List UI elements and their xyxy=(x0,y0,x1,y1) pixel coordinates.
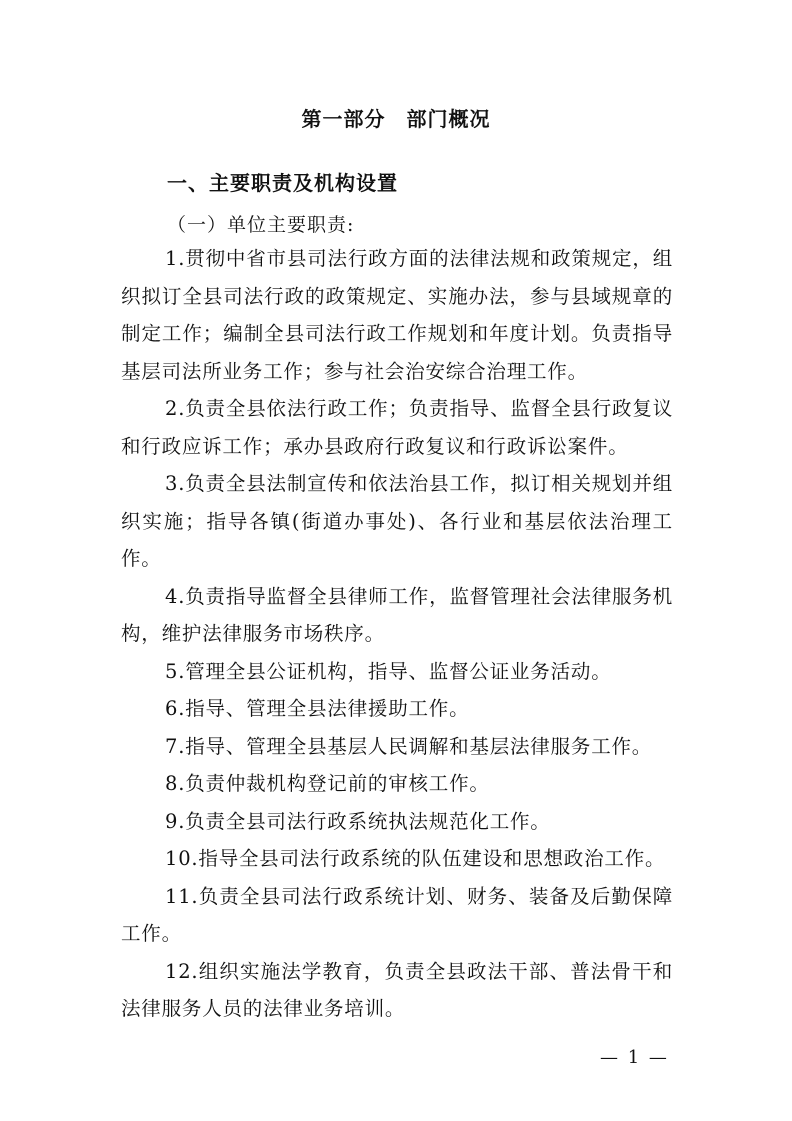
duty-paragraph-2: 2.负责全县依法行政工作；负责指导、监督全县行政复议和行政应诉工作；承办县政府行政复议和行政诉讼案件。 xyxy=(121,397,673,458)
page-number: — 1 — xyxy=(600,1047,669,1068)
duty-paragraph-9: 9.负责全县司法行政系统执法规范化工作。 xyxy=(165,809,551,833)
duty-paragraph-11: 11.负责全县司法行政系统计划、财务、装备及后勤保障工作。 xyxy=(121,884,673,945)
subsection-heading: （一）单位主要职责: xyxy=(167,214,355,236)
duty-paragraph-7: 7.指导、管理全县基层人民调解和基层法律服务工作。 xyxy=(165,734,653,758)
duty-paragraph-3: 3.负责全县法制宣传和依法治县工作，拟订相关规划并组织实施；指导各镇(街道办事处)、各行业和基层依法治理工作。 xyxy=(121,472,673,570)
page-title: 第一部分 部门概况 xyxy=(301,107,491,131)
duty-paragraph-12: 12.组织实施法学教育，负责全县政法干部、普法骨干和法律服务人员的法律业务培训。 xyxy=(121,959,673,1020)
duty-paragraph-4: 4.负责指导监督全县律师工作，监督管理社会法律服务机构，维护法律服务市场秩序。 xyxy=(121,584,673,645)
duty-paragraph-6: 6.指导、管理全县法律援助工作。 xyxy=(165,697,470,720)
duty-paragraph-1: 1.贯彻中省市县司法行政方面的法律法规和政策规定，组织拟订全县司法行政的政策规定、实施办法，参与县域规章的制定工作；编制全县司法行政工作规划和年度计划。负责指导基层司法所业务工作；参与社会治安综合治理工作。 xyxy=(121,247,673,383)
duty-paragraph-10: 10.指导全县司法行政系统的队伍建设和思想政治工作。 xyxy=(165,847,666,870)
section-heading: 一、主要职责及机构设置 xyxy=(167,171,398,195)
duty-paragraph-5: 5.管理全县公证机构，指导、监督公证业务活动。 xyxy=(165,659,612,683)
duties-list xyxy=(121,240,673,1028)
duty-paragraph-8: 8.负责仲裁机构登记前的审核工作。 xyxy=(165,772,490,795)
